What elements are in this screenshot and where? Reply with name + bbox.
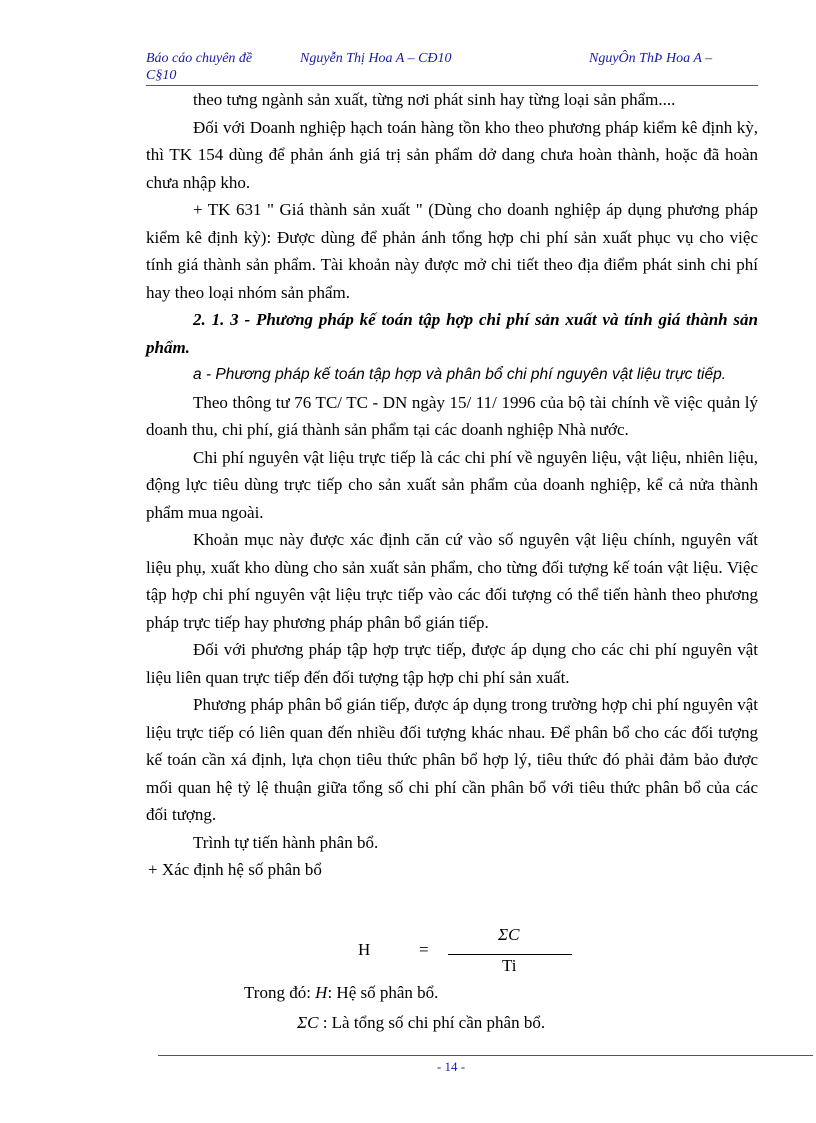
formula-lhs: H [358,940,371,959]
formula-equals: = [419,940,429,959]
where-symbol-h: H [315,983,328,1002]
paragraph-8: Phương pháp phân bổ gián tiếp, được áp dụng trong trường hợp chi phí nguyên vật liệu trực tiếp có liên quan đến nhiều đối tượng khác nhau. Để phân bổ cho các đối tượng kế toán cần xá định, lựa chọn tiêu thức phân bổ hợp lý, tiêu thức đó phải đảm bảo được mối quan hệ tỷ lệ thuận giữa tổng số chi phí cần phân bổ với tiêu thức phân bổ của các đối tượng. [146,695,758,824]
paragraph-1: theo tưng ngành sản xuất, từng nơi phát sinh hay từng loại sản phẩm.... [193,90,676,109]
paragraph-2: Đối với Doanh nghiệp hạch toán hàng tồn kho theo phương pháp kiểm kê định kỳ, thì TK 154 dùng để phản ánh giá trị sản phẩm dở dang chưa hoàn thành, hoặc đã hoàn chưa nhập kho. [146,117,758,192]
header-author: Nguyễn Thị Hoa A – CĐ10 [300,51,452,66]
paragraph-4: Theo thông tư 76 TC/ TC - DN ngày 15/ 11/ 1996 của bộ tài chính về việc quản lý doanh thu, chi phí, giá thành sản phẩm tại các doanh nghiệp Nhà nước. [146,392,758,439]
allocation-formula [146,922,758,982]
where-desc-sum: : Là tổng số chi phí cần phân bổ. [322,1013,546,1032]
where-desc-h: : Hệ số phân bổ. [327,983,439,1002]
header-report-title: Báo cáo chuyên đề [146,51,253,66]
page-number: - 14 - [436,1059,466,1074]
section-subheading: a - Phương pháp kế toán tập hợp và phân bổ chi phí nguyên vật liệu trực tiếp. [193,366,727,383]
fraction-bar [448,954,572,955]
where-symbol-sum: ΣC [297,1013,319,1032]
paragraph-7: Đối với phương pháp tập hợp trực tiếp, được áp dụng cho các chi phí nguyên vật liệu liên quan trực tiếp đến đối tượng tập hợp chi phí sản xuất. [146,640,758,687]
paragraph-9: Trình tự tiến hành phân bổ. [193,832,379,852]
paragraph-5: Chi phí nguyên vật liệu trực tiếp là các chi phí về nguyên liệu, vật liệu, nhiên liệu, động lực tiêu dùng trực tiếp cho sản xuất sản phẩm của doanh nghiệp, kể cả nửa thành phẩm mua ngoài. [146,447,758,522]
document-body [146,86,758,884]
formula-denominator: Ti [502,956,517,975]
paragraph-3: + TK 631 " Giá thành sản xuất " (Dùng cho doanh nghiệp áp dụng phương pháp kiểm kê định kỳ): Được dùng để phản ánh tổng hợp chi phí sản xuất phục vụ cho việc tính giá thành sản phẩm. Tài khoản này được mở chi tiết theo địa điểm phát sinh chi phí hay theo loại nhóm sản phẩm. [146,200,758,302]
where-label: Trong đó: [244,983,311,1002]
footer-divider [158,1055,813,1056]
where-line-2 [297,1013,545,1033]
where-line-1 [244,983,438,1003]
section-heading: 2. 1. 3 - Phương pháp kế toán tập hợp chi phí sản xuất và tính giá thành sản phẩm. [146,310,758,357]
paragraph-6: Khoản mục này được xác định căn cứ vào số nguyên vật liệu chính, nguyên vất liệu phụ, xuất kho dùng cho sản xuất sản phẩm, cho từng đối tượng kế toán vật liệu. Việc tập hợp chi phí nguyên vật liệu trực tiếp vào các đối tượng có thể tiến hành theo phương pháp trực tiếp hay phương pháp phân bổ gián tiếp. [146,530,758,632]
formula-numerator: ΣC [498,925,520,944]
header-class-garbled: C§10 [146,68,177,83]
paragraph-10: + Xác định hệ số phân bổ [148,860,322,879]
header-author-garbled: NguyÔn ThÞ Hoa A – [589,51,713,66]
